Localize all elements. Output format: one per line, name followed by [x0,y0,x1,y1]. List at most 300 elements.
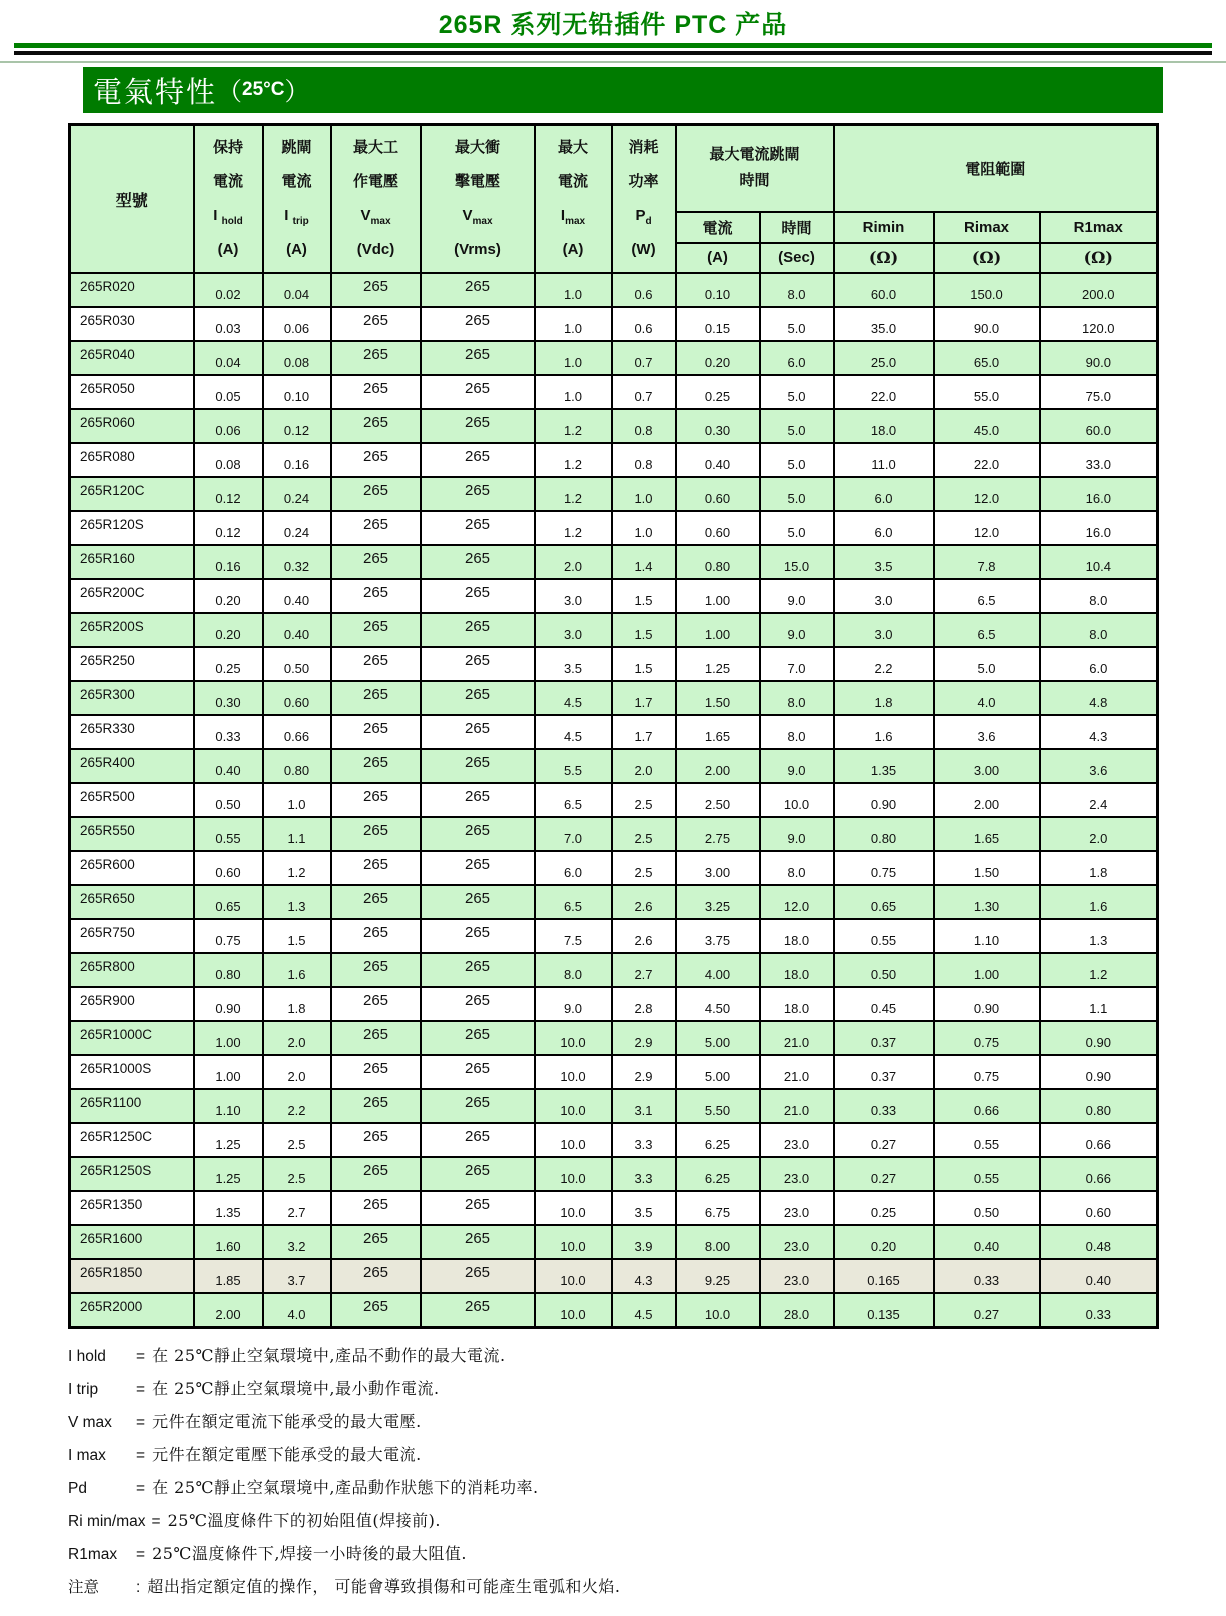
value-cell: 1.35 [194,1191,263,1225]
value-cell: 1.25 [194,1157,263,1191]
value-cell: 0.32 [263,545,331,579]
value-cell: 265 [331,579,421,613]
value-cell: 6.5 [535,783,612,817]
header-trip-time: 時間 [760,212,834,243]
value-cell: 265 [421,477,535,511]
value-cell: 0.66 [1040,1123,1158,1157]
value-cell: 2.5 [612,817,676,851]
value-cell: 265 [331,953,421,987]
value-cell: 265 [331,1157,421,1191]
value-cell: 5.0 [760,409,834,443]
table-row [70,1259,1158,1293]
value-cell: 1.2 [535,511,612,545]
value-cell: 10.0 [535,1021,612,1055]
value-cell: 10.0 [535,1191,612,1225]
value-cell: 265 [421,579,535,613]
value-cell: 0.08 [263,341,331,375]
value-cell: 200.0 [1040,273,1158,307]
value-cell: 0.33 [194,715,263,749]
value-cell: 0.7 [612,341,676,375]
value-cell: 2.00 [676,749,760,783]
value-cell: 0.12 [194,511,263,545]
value-cell: 3.5 [535,647,612,681]
value-cell: 0.06 [263,307,331,341]
value-cell: 22.0 [934,443,1040,477]
value-cell: 0.55 [194,817,263,851]
value-cell: 2.7 [612,953,676,987]
model-cell: 265R1000S [70,1055,194,1089]
value-cell: 1.85 [194,1259,263,1293]
value-cell: 1.60 [194,1225,263,1259]
value-cell: 0.8 [612,443,676,477]
table-row [70,443,1158,477]
value-cell: 265 [421,715,535,749]
table-row [70,613,1158,647]
value-cell: 9.0 [760,579,834,613]
header-imax: 最大 電流 $I_{max}$ (A) [535,125,612,274]
footnote-label: 注意 [68,1578,100,1596]
value-cell: 12.0 [760,885,834,919]
model-cell: 265R1000C [70,1021,194,1055]
value-cell: 0.135 [834,1293,934,1327]
value-cell: 2.8 [612,987,676,1021]
value-cell: 265 [421,1191,535,1225]
value-cell: 8.0 [1040,613,1158,647]
footnote-text: 25℃溫度條件下,焊接一小時後的最大阻值. [152,1543,467,1563]
value-cell: 7.0 [760,647,834,681]
value-cell: 11.0 [834,443,934,477]
model-cell: 265R050 [70,375,194,409]
value-cell: 265 [421,273,535,307]
value-cell: 2.00 [194,1293,263,1327]
table-row [70,987,1158,1021]
value-cell: 0.15 [676,307,760,341]
value-cell: 6.5 [535,885,612,919]
footnote-label: Pd [68,1479,87,1497]
value-cell: 23.0 [760,1123,834,1157]
value-cell: 23.0 [760,1259,834,1293]
value-cell: 1.30 [934,885,1040,919]
value-cell: 0.33 [1040,1293,1158,1327]
value-cell: 265 [421,443,535,477]
value-cell: 0.24 [263,477,331,511]
value-cell: 6.0 [760,341,834,375]
value-cell: 265 [421,1259,535,1293]
table-row [70,545,1158,579]
value-cell: 6.5 [934,613,1040,647]
footnote-text: 超出指定額定值的操作， 可能會導致損傷和可能產生電弧和火焰. [147,1576,621,1596]
model-cell: 265R800 [70,953,194,987]
value-cell: 6.0 [834,477,934,511]
value-cell: 0.40 [194,749,263,783]
value-cell: 0.20 [834,1225,934,1259]
model-cell: 265R1250S [70,1157,194,1191]
value-cell: 0.30 [194,681,263,715]
value-cell: 21.0 [760,1055,834,1089]
model-cell: 265R550 [70,817,194,851]
value-cell: 265 [421,1225,535,1259]
banner-temperature: 25°C [242,79,285,100]
value-cell: 150.0 [934,273,1040,307]
model-cell: 265R400 [70,749,194,783]
value-cell: 0.27 [834,1157,934,1191]
model-cell: 265R030 [70,307,194,341]
table-row [70,307,1158,341]
value-cell: 1.00 [676,579,760,613]
value-cell: 1.4 [612,545,676,579]
value-cell: 5.0 [760,443,834,477]
value-cell: 2.6 [612,885,676,919]
footnote-text: 元件在額定電流下能承受的最大電壓. [152,1411,422,1431]
header-rimin: Rimin [834,212,934,243]
value-cell: 265 [331,1191,421,1225]
footnote-label: Ri min/max [68,1512,146,1530]
value-cell: 0.27 [834,1123,934,1157]
value-cell: 10.0 [535,1123,612,1157]
value-cell: 0.10 [263,375,331,409]
value-cell: 6.25 [676,1123,760,1157]
value-cell: 0.25 [834,1191,934,1225]
value-cell: 0.60 [676,477,760,511]
value-cell: 5.5 [535,749,612,783]
value-cell: 10.0 [535,1055,612,1089]
value-cell: 1.25 [194,1123,263,1157]
value-cell: 1.0 [535,375,612,409]
footnote-equals: = [136,1545,146,1563]
value-cell: 0.16 [194,545,263,579]
value-cell: 18.0 [834,409,934,443]
value-cell: 0.40 [676,443,760,477]
value-cell: 265 [331,545,421,579]
value-cell: 10.0 [535,1259,612,1293]
value-cell: 3.25 [676,885,760,919]
value-cell: 7.5 [535,919,612,953]
value-cell: 265 [331,273,421,307]
value-cell: 0.60 [263,681,331,715]
value-cell: 6.75 [676,1191,760,1225]
value-cell: 55.0 [934,375,1040,409]
table-row [70,851,1158,885]
model-cell: 265R900 [70,987,194,1021]
value-cell: 3.9 [612,1225,676,1259]
value-cell: 2.0 [535,545,612,579]
table-row [70,783,1158,817]
value-cell: 0.08 [194,443,263,477]
value-cell: 0.48 [1040,1225,1158,1259]
value-cell: 265 [421,307,535,341]
table-row [70,1055,1158,1089]
value-cell: 1.35 [834,749,934,783]
footnote-label: V max [68,1413,112,1431]
unit-trip-time: (Sec) [760,243,834,273]
model-cell: 265R200S [70,613,194,647]
value-cell: 265 [331,341,421,375]
value-cell: 0.90 [834,783,934,817]
value-cell: 4.5 [535,715,612,749]
title-rule-thin [0,61,1226,63]
value-cell: 2.0 [1040,817,1158,851]
footnote-line [68,1343,1226,1376]
value-cell: 0.20 [194,613,263,647]
footnote-equals: = [136,1380,146,1398]
value-cell: 0.06 [194,409,263,443]
value-cell: 265 [421,1021,535,1055]
value-cell: 265 [331,443,421,477]
value-cell: 10.0 [535,1225,612,1259]
value-cell: 1.10 [934,919,1040,953]
value-cell: 265 [331,1055,421,1089]
value-cell: 1.2 [535,409,612,443]
value-cell: 8.0 [760,681,834,715]
value-cell: 1.3 [263,885,331,919]
value-cell: 23.0 [760,1225,834,1259]
value-cell: 22.0 [834,375,934,409]
value-cell: 16.0 [1040,511,1158,545]
value-cell: 265 [331,511,421,545]
model-cell: 265R080 [70,443,194,477]
value-cell: 2.2 [834,647,934,681]
footnote-equals: = [136,1347,146,1365]
footnote-text: 在 25℃靜止空氣環境中,最小動作電流. [152,1378,440,1398]
model-cell: 265R2000 [70,1293,194,1327]
section-banner [83,67,1163,113]
value-cell: 4.3 [612,1259,676,1293]
footnotes [68,1343,1226,1607]
value-cell: 0.50 [263,647,331,681]
model-cell: 265R1350 [70,1191,194,1225]
table-row [70,273,1158,307]
value-cell: 265 [421,817,535,851]
footnote-text: 在 25℃靜止空氣環境中,產品不動作的最大電流. [152,1345,506,1365]
value-cell: 21.0 [760,1089,834,1123]
value-cell: 3.3 [612,1157,676,1191]
value-cell: 0.75 [934,1055,1040,1089]
value-cell: 6.0 [535,851,612,885]
value-cell: 0.40 [263,613,331,647]
value-cell: 3.5 [612,1191,676,1225]
value-cell: 10.0 [535,1293,612,1327]
value-cell: 45.0 [934,409,1040,443]
value-cell: 2.0 [263,1021,331,1055]
header-resistance-group: 電阻範圍 [834,125,1158,212]
footnote-line [68,1574,1226,1607]
value-cell: 4.3 [1040,715,1158,749]
value-cell: 0.66 [1040,1157,1158,1191]
value-cell: 265 [331,307,421,341]
table-row [70,579,1158,613]
value-cell: 2.0 [263,1055,331,1089]
value-cell: 0.50 [194,783,263,817]
value-cell: 0.40 [1040,1259,1158,1293]
value-cell: 5.00 [676,1055,760,1089]
table-row [70,817,1158,851]
value-cell: 265 [421,1123,535,1157]
value-cell: 1.5 [612,647,676,681]
model-cell: 265R500 [70,783,194,817]
value-cell: 60.0 [834,273,934,307]
value-cell: 18.0 [760,919,834,953]
value-cell: 0.66 [934,1089,1040,1123]
value-cell: 265 [421,783,535,817]
value-cell: 0.60 [194,851,263,885]
table-row [70,477,1158,511]
value-cell: 4.5 [535,681,612,715]
value-cell: 3.0 [834,613,934,647]
value-cell: 12.0 [934,511,1040,545]
value-cell: 4.5 [612,1293,676,1327]
table-body [70,273,1158,1327]
value-cell: 7.8 [934,545,1040,579]
value-cell: 0.60 [676,511,760,545]
header-rimax: Rimax [934,212,1040,243]
value-cell: 0.40 [263,579,331,613]
header-model: 型號 [70,125,194,274]
value-cell: 1.5 [612,613,676,647]
value-cell: 4.50 [676,987,760,1021]
value-cell: 1.00 [194,1055,263,1089]
value-cell: 1.7 [612,681,676,715]
value-cell: 1.2 [535,443,612,477]
value-cell: 0.33 [834,1089,934,1123]
value-cell: 4.00 [676,953,760,987]
value-cell: 265 [331,1225,421,1259]
value-cell: 4.8 [1040,681,1158,715]
value-cell: 0.37 [834,1021,934,1055]
value-cell: 2.4 [1040,783,1158,817]
model-cell: 265R1100 [70,1089,194,1123]
value-cell: 0.25 [194,647,263,681]
value-cell: 1.6 [1040,885,1158,919]
table-row [70,681,1158,715]
value-cell: 4.0 [934,681,1040,715]
footnote-label: I max [68,1446,106,1464]
value-cell: 265 [331,375,421,409]
value-cell: 0.75 [834,851,934,885]
value-cell: 10.0 [760,783,834,817]
footnote-label: I trip [68,1380,99,1398]
value-cell: 0.6 [612,273,676,307]
value-cell: 2.9 [612,1021,676,1055]
value-cell: 6.5 [934,579,1040,613]
table-row [70,715,1158,749]
value-cell: 1.5 [263,919,331,953]
value-cell: 3.6 [934,715,1040,749]
value-cell: 1.2 [1040,953,1158,987]
value-cell: 0.30 [676,409,760,443]
value-cell: 9.0 [760,613,834,647]
value-cell: 265 [421,545,535,579]
value-cell: 5.50 [676,1089,760,1123]
value-cell: 265 [421,1089,535,1123]
table-row [70,749,1158,783]
value-cell: 7.0 [535,817,612,851]
value-cell: 1.8 [834,681,934,715]
unit-rimax: (Ω) [934,243,1040,273]
value-cell: 3.5 [834,545,934,579]
value-cell: 1.65 [934,817,1040,851]
value-cell: 1.1 [1040,987,1158,1021]
value-cell: 265 [331,681,421,715]
table-row [70,885,1158,919]
table-row [70,1191,1158,1225]
table-row [70,1021,1158,1055]
section-title: 電氣特性 [93,74,218,109]
model-cell: 265R200C [70,579,194,613]
value-cell: 5.0 [760,477,834,511]
value-cell: 8.0 [760,715,834,749]
header-pd: 消耗 功率 $P_d$ (W) [612,125,676,274]
value-cell: 265 [331,851,421,885]
value-cell: 9.0 [760,817,834,851]
value-cell: 265 [421,511,535,545]
value-cell: 265 [331,477,421,511]
value-cell: 265 [421,375,535,409]
value-cell: 2.00 [934,783,1040,817]
footnote-line [68,1442,1226,1475]
value-cell: 1.00 [934,953,1040,987]
value-cell: 0.80 [263,749,331,783]
footnote-line [68,1376,1226,1409]
value-cell: 5.0 [760,375,834,409]
value-cell: 3.0 [834,579,934,613]
table-row [70,1089,1158,1123]
value-cell: 1.0 [535,307,612,341]
table-row [70,953,1158,987]
value-cell: 90.0 [934,307,1040,341]
value-cell: 0.04 [194,341,263,375]
value-cell: 265 [331,1021,421,1055]
value-cell: 3.1 [612,1089,676,1123]
value-cell: 265 [421,1055,535,1089]
value-cell: 265 [421,851,535,885]
value-cell: 1.8 [263,987,331,1021]
value-cell: 3.00 [934,749,1040,783]
value-cell: 0.75 [194,919,263,953]
value-cell: 8.0 [760,851,834,885]
value-cell: 10.4 [1040,545,1158,579]
value-cell: 1.10 [194,1089,263,1123]
value-cell: 0.60 [1040,1191,1158,1225]
value-cell: 10.0 [535,1089,612,1123]
value-cell: 23.0 [760,1157,834,1191]
value-cell: 265 [331,715,421,749]
model-cell: 265R300 [70,681,194,715]
value-cell: 0.90 [934,987,1040,1021]
table-row [70,375,1158,409]
model-cell: 265R020 [70,273,194,307]
header-vmax-dc: 最大工 作電壓 $V_{max}$ (Vdc) [331,125,421,274]
value-cell: 6.25 [676,1157,760,1191]
header-r1max: R1max [1040,212,1158,243]
value-cell: 2.50 [676,783,760,817]
value-cell: 0.7 [612,375,676,409]
value-cell: 265 [421,749,535,783]
title-rule-black [14,51,1212,55]
value-cell: 90.0 [1040,341,1158,375]
unit-trip-current: (A) [676,243,760,273]
footnote-text: 元件在額定電壓下能承受的最大電流. [152,1444,422,1464]
model-cell: 265R600 [70,851,194,885]
value-cell: 1.65 [676,715,760,749]
value-cell: 0.55 [934,1123,1040,1157]
value-cell: 120.0 [1040,307,1158,341]
value-cell: 265 [421,409,535,443]
value-cell: 0.20 [194,579,263,613]
value-cell: 0.33 [934,1259,1040,1293]
value-cell: 0.90 [1040,1021,1158,1055]
model-cell: 265R330 [70,715,194,749]
table-row [70,919,1158,953]
